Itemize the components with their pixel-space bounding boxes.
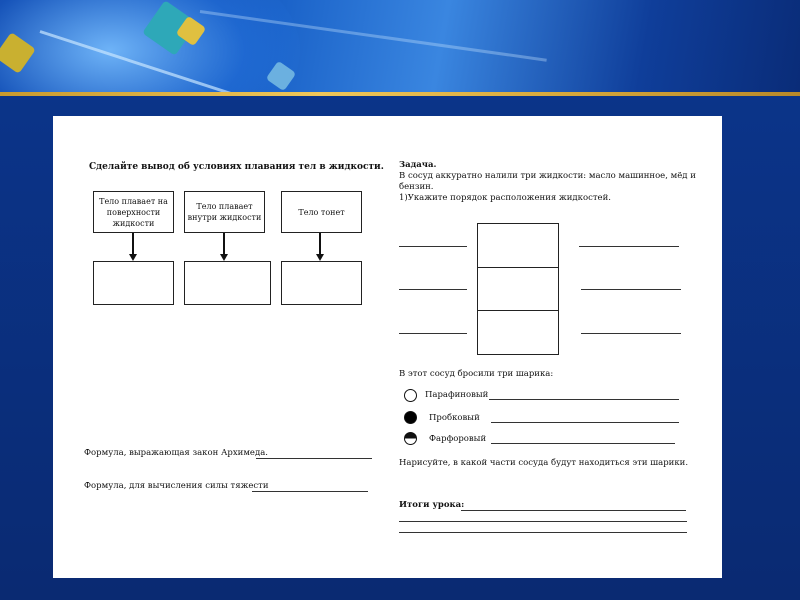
ball-label-paraffin: Парафиновый [425,390,489,400]
slide-header-decoration [0,0,800,95]
lesson-summary-blank[interactable] [461,510,686,511]
vessel-layer-top[interactable] [477,223,559,268]
porcelain-ball-icon [404,432,417,445]
layer-blank-left[interactable] [399,246,467,247]
header-glow [0,0,300,95]
ball-blank-cork[interactable] [491,422,679,423]
ball-label-cork: Пробковый [429,413,480,423]
layer-blank-right[interactable] [579,246,679,247]
arrow-line [223,233,225,255]
lesson-summary-blank[interactable] [399,521,687,522]
left-title: Сделайте вывод об условиях плавания тел в жидкости. [89,162,384,172]
task-text-line2: бензин. [399,182,434,192]
layer-blank-left[interactable] [399,333,467,334]
arrow-line [319,233,321,255]
formula-archimedes-blank[interactable] [256,458,372,459]
arrow-down-icon [316,254,324,261]
formula-gravity-label: Формула, для вычисления силы тяжести [84,481,269,491]
condition-box-inside: Тело плавает внутри жидкости [184,191,265,233]
ball-blank-paraffin[interactable] [489,399,679,400]
layer-blank-right[interactable] [581,333,681,334]
ball-label-porcelain: Фарфоровый [429,434,487,444]
cork-ball-icon [404,411,417,424]
lesson-summary-blank[interactable] [399,532,687,533]
lesson-summary-label: Итоги урока: [399,500,465,510]
vessel-layer-middle[interactable] [477,267,559,311]
layer-blank-right[interactable] [581,289,681,290]
arrow-down-icon [129,254,137,261]
worksheet-page [53,116,722,578]
answer-box-2[interactable] [184,261,271,305]
ball-blank-porcelain[interactable] [491,443,675,444]
layer-blank-left[interactable] [399,289,467,290]
condition-box-surface: Тело плавает на поверхности жидкости [93,191,174,233]
paraffin-ball-icon [404,389,417,402]
formula-archimedes-label: Формула, выражающая закон Архимеда. [84,448,268,458]
task-text-line1: В сосуд аккуратно налили три жидкости: масло машинное, мёд и [399,171,696,181]
task-question: 1)Укажите порядок расположения жидкостей. [399,193,611,203]
formula-gravity-blank[interactable] [252,491,368,492]
condition-box-sinks: Тело тонет [281,191,362,233]
vessel-layer-bottom[interactable] [477,310,559,355]
arrow-line [132,233,134,255]
task-label: Задача. [399,160,437,170]
answer-box-3[interactable] [281,261,362,305]
balls-intro: В этот сосуд бросили три шарика: [399,369,554,379]
draw-instruction: Нарисуйте, в какой части сосуда будут находиться эти шарики. [399,458,689,468]
arrow-down-icon [220,254,228,261]
answer-box-1[interactable] [93,261,174,305]
